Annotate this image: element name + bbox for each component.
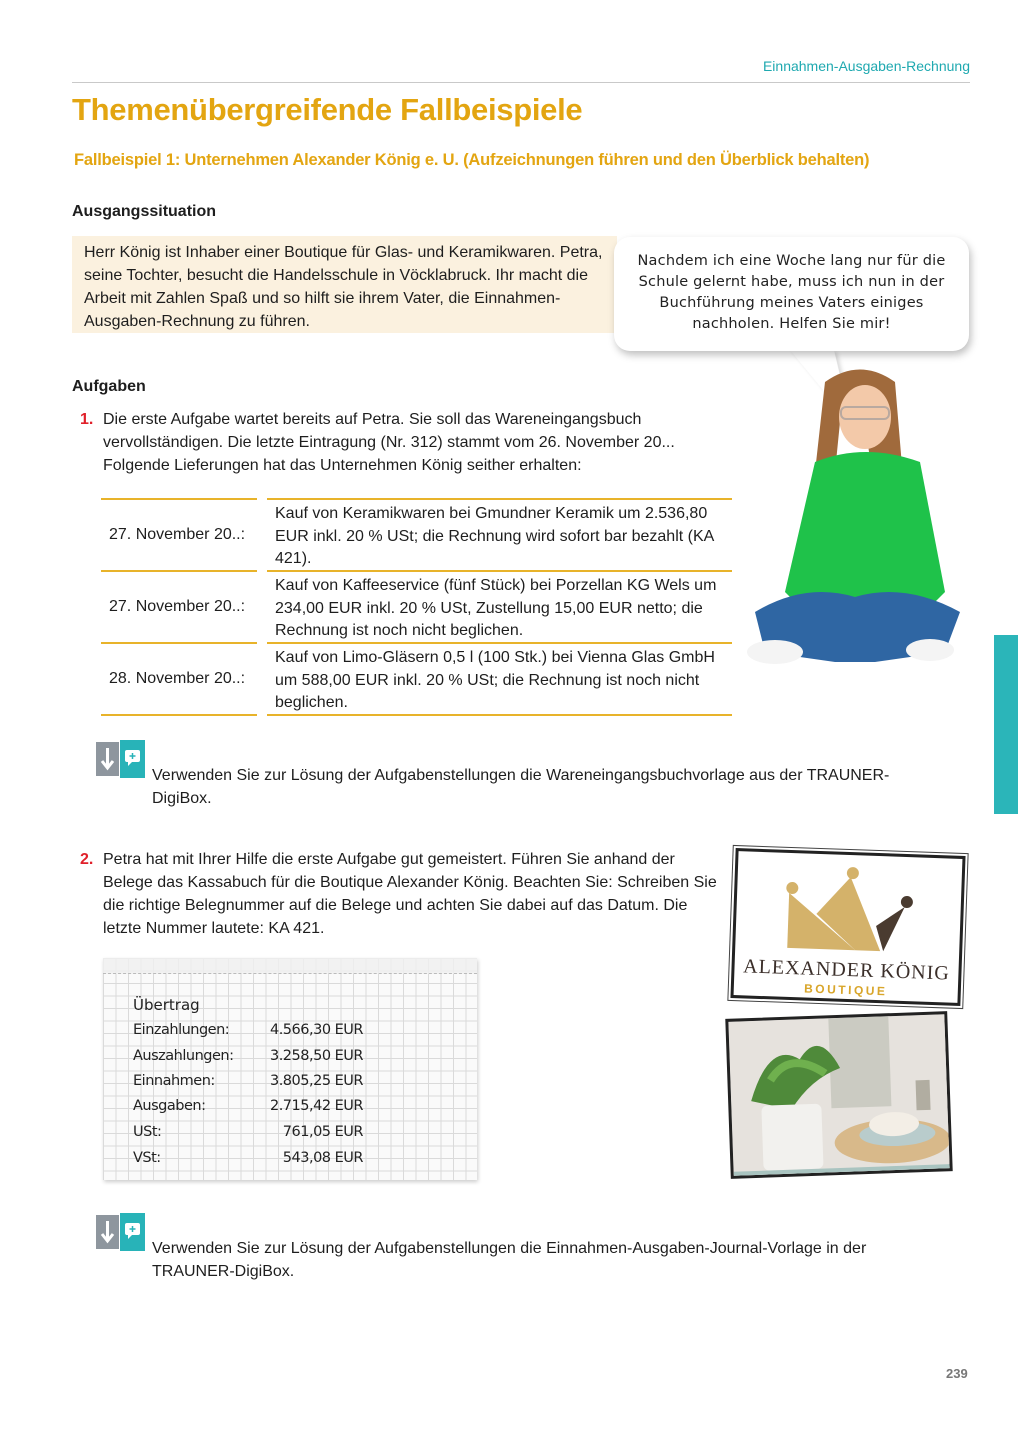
task-text: Die erste Aufgabe wartet bereits auf Petra. Sie soll das Wareneingangsbuch vervollständigen. Die letzte Eintragung (Nr. 312) stammt vom 26. November 20... Folgende Lieferungen hat das Unternehmen König seither erhalten: (103, 411, 675, 474)
header-divider (72, 82, 970, 83)
curtain (828, 1016, 891, 1108)
task-number: 2. (80, 851, 94, 868)
speech-bubble (614, 237, 969, 351)
tasks-heading: Aufgaben (72, 378, 146, 395)
notepad-label: USt: (133, 1124, 162, 1140)
notepad-value: 3.805,25 EUR (269, 1073, 363, 1089)
speech-bubble-text: Nachdem ich eine Woche lang nur für die Schule gelernt habe, muss ich nun in der Buchführung meines Vaters einiges nachholen. Helfen Sie mir! (637, 253, 946, 332)
boutique-photo (725, 1011, 952, 1179)
notepad-value: 2.715,42 EUR (269, 1098, 363, 1114)
sweater (785, 452, 945, 612)
digibox-icon[interactable] (96, 1213, 145, 1249)
boutique-logo-card (730, 848, 965, 1006)
chapter-tab (994, 635, 1018, 814)
page-number: 239 (946, 1366, 968, 1381)
shoe-left (747, 640, 803, 664)
notepad-value: 3.258,50 EUR (269, 1048, 363, 1064)
running-head: Einnahmen-Ausgaben-Rechnung (762, 58, 970, 74)
situation-box (72, 236, 617, 333)
notepad-value: 761,05 EUR (282, 1124, 363, 1140)
task-2 (80, 848, 720, 940)
task-number: 1. (80, 411, 94, 428)
case-title: Fallbeispiel 1: Unternehmen Alexander König e. U. (Aufzeichnungen führen und den Überblick behalten) (74, 151, 870, 169)
shoe-right (906, 639, 954, 661)
page-title: Themenübergreifende Fallbeispiele (72, 92, 583, 127)
notepad-label: Einnahmen: (133, 1073, 215, 1089)
situation-heading: Ausgangssituation (72, 203, 217, 220)
digibox-note-2[interactable] (96, 1213, 867, 1280)
table-row (101, 570, 732, 642)
task-text: Petra hat mit Ihrer Hilfe die erste Aufgabe gut gemeistert. Führen Sie anhand der Belege das Kassabuch für die Boutique Alexander König. Beachten Sie: Schreiben Sie die richtige Belegnummer auf die Belege und achten Sie dabei auf das Datum. Die letzte Nummer lautete: KA 421. (103, 851, 717, 937)
notepad-title: Übertrag (133, 996, 200, 1014)
chat-plus-icon (120, 740, 145, 778)
notepad-label: VSt: (133, 1150, 161, 1166)
chat-plus-icon (120, 1213, 145, 1251)
crown-logo-icon (735, 851, 968, 959)
face (839, 385, 891, 449)
download-arrow-icon (96, 1215, 119, 1249)
delivery-date: 27. November 20..: (101, 570, 257, 642)
digibox-note-text: Verwenden Sie zur Lösung der Aufgabenstellungen die Wareneingangsbuchvorlage aus der TRAUNER- DigiBox. (152, 767, 890, 807)
notepad-value: 4.566,30 EUR (269, 1022, 363, 1038)
delivery-date: 28. November 20..: (101, 642, 257, 714)
notepad-label: Auszahlungen: (133, 1048, 234, 1064)
glass (916, 1080, 931, 1110)
digibox-note-text: Verwenden Sie zur Lösung der Aufgabenstellungen die Einnahmen-Ausgaben-Journal-Vorlage in der TRAUNER-DigiBox. (152, 1240, 867, 1280)
delivery-description: Kauf von Limo-Gläsern 0,5 l (100 Stk.) bei Vienna Glas GmbH um 588,00 EUR inkl. 20 % USt; die Rechnung ist noch nicht beglichen. (267, 642, 732, 714)
situation-text: Herr König ist Inhaber einer Boutique für Glas- und Keramikwaren. Petra, seine Tochter, besucht die Handelsschule in Vöcklabruck. Ihr macht die Arbeit mit Zahlen Spaß und so hilft sie ihrem Vater, die Einnahmen-Ausgaben-Rechnung zu führen. (84, 244, 603, 330)
digibox-note-1[interactable] (96, 740, 890, 807)
table-row (101, 642, 732, 714)
student-photo (745, 362, 965, 674)
logo-subtitle: BOUTIQUE (803, 981, 888, 999)
notepad-label: Ausgaben: (133, 1098, 206, 1114)
notepad-label: Einzahlungen: (133, 1022, 230, 1038)
plant-pot (761, 1104, 823, 1171)
deliveries-table (101, 498, 732, 716)
download-arrow-icon (96, 742, 119, 776)
delivery-date: 27. November 20..: (101, 498, 257, 570)
table-row (101, 498, 732, 570)
logo-name: ALEXANDER KÖNIG (742, 955, 951, 985)
table-bottom-rule (101, 714, 732, 716)
notepad-carryover (103, 958, 477, 1180)
digibox-icon[interactable] (96, 740, 145, 776)
delivery-description: Kauf von Keramikwaren bei Gmundner Keramik um 2.536,80 EUR inkl. 20 % USt; die Rechnung wird sofort bar bezahlt (KA 421). (267, 498, 732, 570)
notepad-spiral-edge (103, 958, 477, 974)
notepad-value: 543,08 EUR (282, 1150, 363, 1166)
task-1 (80, 408, 720, 477)
delivery-description: Kauf von Kaffeeservice (fünf Stück) bei Porzellan KG Wels um 234,00 EUR inkl. 20 % USt, Zustellung 15,00 EUR netto; die Rechnung ist noch nicht beglichen. (267, 570, 732, 642)
